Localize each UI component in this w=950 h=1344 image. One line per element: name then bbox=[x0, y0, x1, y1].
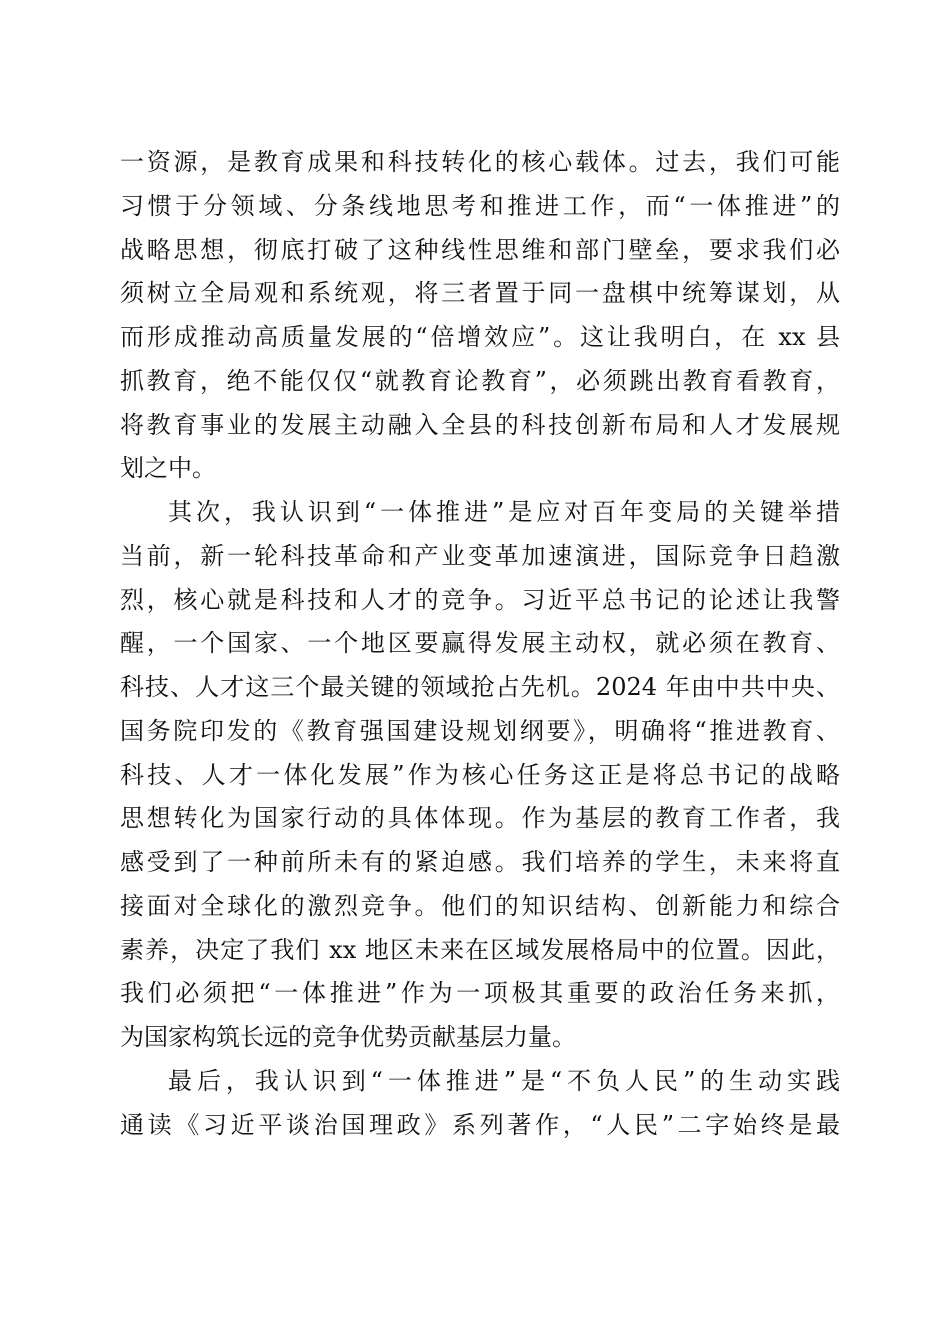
text-line: 国务院印发的《教育强国建设规划纲要》，明确将“推进教育、 bbox=[120, 716, 840, 745]
text-line: 须树立全局观和系统观，将三者置于同一盘棋中统筹谋划，从 bbox=[120, 279, 840, 308]
body-text bbox=[120, 141, 840, 1147]
text-line: 习惯于分领域、分条线地思考和推进工作，而“一体推进”的 bbox=[120, 191, 840, 220]
text-line: 接面对全球化的激烈竞争。他们的知识结构、创新能力和综合 bbox=[120, 891, 840, 920]
text-line: 我们必须把“一体推进”作为一项极其重要的政治任务来抓， bbox=[120, 979, 840, 1008]
text-line: 烈，核心就是科技和人才的竞争。习近平总书记的论述让我警 bbox=[120, 585, 840, 614]
text-line: 战略思想，彻底打破了这种线性思维和部门壁垒，要求我们必 bbox=[120, 235, 840, 264]
text-line: 抓教育，绝不能仅仅“就教育论教育”，必须跳出教育看教育， bbox=[120, 366, 840, 395]
text-line: 为国家构筑长远的竞争优势贡献基层力量。 bbox=[120, 1023, 576, 1051]
text-line: 将教育事业的发展主动融入全县的科技创新布局和人才发展规 bbox=[120, 410, 840, 439]
paragraph-heading: 最后，我认识到“一体推进”是“不负人民”的生动实践 bbox=[168, 1066, 840, 1095]
text-line: 醒，一个国家、一个地区要赢得发展主动权，就必须在教育、 bbox=[120, 629, 840, 658]
text-line: 当前，新一轮科技革命和产业变革加速演进，国际竞争日趋激 bbox=[120, 541, 840, 570]
text-line: 通读《习近平谈治国理政》系列著作，“人民”二字始终是最 bbox=[120, 1110, 840, 1139]
text-line: 思想转化为国家行动的具体体现。作为基层的教育工作者，我 bbox=[120, 804, 840, 833]
text-line: 划之中。 bbox=[120, 454, 216, 483]
paragraph-heading: 其次，我认识到“一体推进”是应对百年变局的关键举措 bbox=[168, 498, 840, 526]
text-line: 科技、人才这三个最关键的领域抢占先机。2024 年由中共中央、 bbox=[120, 673, 840, 701]
text-line: 一资源，是教育成果和科技转化的核心载体。过去，我们可能 bbox=[120, 148, 840, 176]
text-line: 素养，决定了我们 xx 地区未来在区域发展格局中的位置。因此， bbox=[120, 935, 840, 964]
text-line: 而形成推动高质量发展的“倍增效应”。这让我明白，在 xx 县 bbox=[120, 323, 840, 351]
text-line: 科技、人才一体化发展”作为核心任务这正是将总书记的战略 bbox=[120, 760, 840, 789]
text-line: 感受到了一种前所未有的紧迫感。我们培养的学生，未来将直 bbox=[120, 848, 840, 876]
